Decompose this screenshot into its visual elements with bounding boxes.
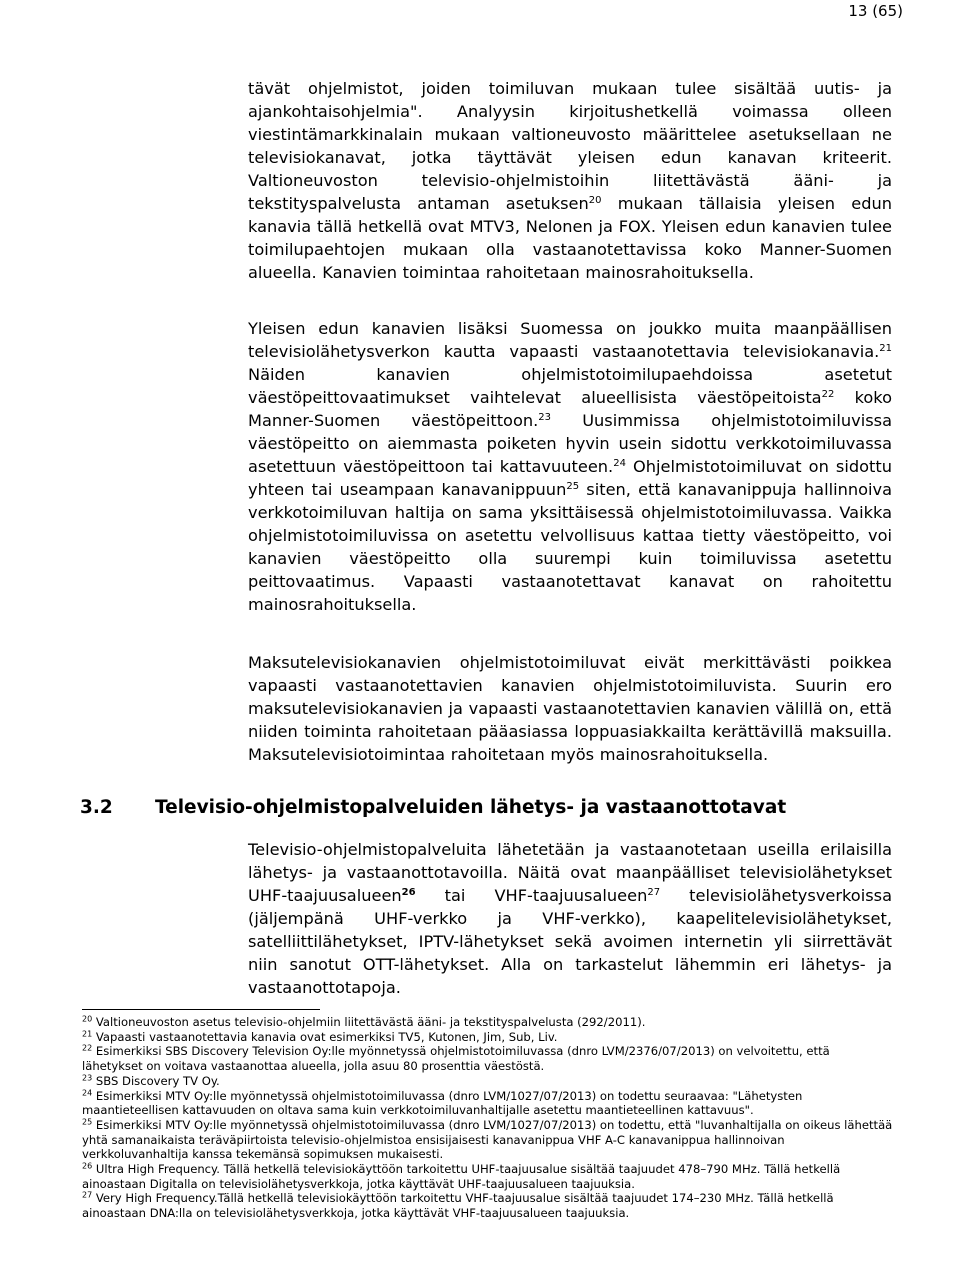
footnote-22: $^{22}$ Esimerkiksi SBS Discovery Television Oy:lle myönnetyssä ohjelmistotoimiluvassa (dnro LVM/2376/07/2013) on velvoitettu, että lähetykset on voitava vastaanottaa alueella, jolla asuu 80 prosenttia väestöstä. [82,1044,830,1074]
footnote-26: $^{26}$ Ultra High Frequency. Tällä hetkellä televisiokäyttöön tarkoitettu UHF-taajuusalue sisältää taajuudet 478–790 MHz. Tällä hetkellä ainoastaan Digitalla on televisiolähetysverkkoja, jotka käyttävät UHF-taajuusalueen taajuuksia. [82,1161,841,1191]
footnote-ref-20[interactable]: 20 [588,195,602,206]
section-title: Televisio-ohjelmistopalveluiden lähetys- ja vastaanottotavat [155,797,787,818]
footnote-ref-26[interactable]: 26 [401,887,416,898]
footnote-25: $^{25}$ Esimerkiksi MTV Oy:lle myönnetyssä ohjelmistotoimiluvassa (dnro LVM/1027/07/2013) on todettu, että "luvanhaltijalla on oikeus lähettää yhtä samanaikaista teräväpiirtoista televisio-ohjelmistoa ensisijaisesti kanavanippua VHF A-C kanavanippua hallinnoivan verkkoluvanhaltija kanssa tekemänsä sopimuksen mukaisesti. [82,1117,893,1162]
page-number: 13 (65) [848,2,903,20]
paragraph-public-interest-channels: tävät ohjelmistot, joiden toimiluvan mukaan tulee sisältää uutis- ja ajankohtaisohjelmia". Analyysin kirjoitushetkellä voimassa olleen viestintämarkkinalain mukaan valtioneuvosto määrittelee asetuksellaan ne televisiokanavat, jotka täyttävät yleisen edun kanavan kriteerit. Valtioneuvoston televisio-ohjelmistoihin liitettävästä ääni- ja tekstityspalvelusta antaman asetuksen$^{20}$ mukaan tällaisia yleisen edun kanavia tällä hetkellä ovat MTV3, Nelonen ja FOX. Yleisen edun kanavien tulee toimilupaehtojen mukaan olla vastaanotettavissa koko Manner-Suomen alueella. Kanavien toimintaa rahoitetaan mainosrahoituksella. [248,79,892,282]
footnotes [82,1015,894,1221]
section-heading [80,796,900,820]
section-number: 3.2 [80,797,113,818]
footnote-ref-21[interactable]: 21 [879,343,892,354]
footnote-separator [82,1009,320,1010]
footnote-24: $^{24}$ Esimerkiksi MTV Oy:lle myönnetyssä ohjelmistotoimiluvassa (dnro LVM/1027/07/2013) on todettu seuraavaa: "Lähetysten maantieteellisen kattavuuden on oltava sama kuin verkkotoimiluvanhaltijalle asetettu maantieteellinen kattavuus". [82,1088,803,1118]
footnote-ref-27[interactable]: 27 [647,887,661,898]
footnote-ref-22[interactable]: 22 [821,389,835,400]
footnote-20: $^{20}$ Valtioneuvoston asetus televisio-ohjelmiin liitettävästä ääni- ja tekstityspalvelusta (292/2011). [82,1014,646,1029]
footnote-ref-24[interactable]: 24 [613,458,626,469]
footnote-21: $^{21}$ Vapaasti vastaanotettavia kanavia ovat esimerkiksi TV5, Kutonen, Jim, Sub, Liv. [82,1029,558,1044]
footnote-ref-25[interactable]: 25 [566,481,580,492]
paragraph-transmission-methods: Televisio-ohjelmistopalveluita lähetetään ja vastaanotetaan useilla erilaisilla lähetys- ja vastaanottotavoilla. Näitä ovat maanpäälliset televisiolähetykset UHF-taajuusalueen$^{26}$ tai VHF-taajuusalueen$^{27}$ televisiolähetysverkoissa (jäljempänä UHF-verkko ja VHF-verkko), kaapelitelevisiolähetykset, satelliittilähetykset, IPTV-lähetykset sekä avoimen internetin yli siirrettävät niin sanotut OTT-lähetykset. Alla on tarkastelut lähemmin eri lähetys- ja vastaanottotapoja. [248,840,892,997]
footnote-27: $^{27}$ Very High Frequency.Tällä hetkellä televisiokäyttöön tarkoitettu VHF-taajuusalue sisältää taajuudet 174–230 MHz. Tällä hetkellä ainoastaan DNA:lla on televisiolähetysverkkoja, jotka käyttävät VHF-taajuusalueen taajuuksia. [82,1191,834,1221]
footnote-ref-23[interactable]: 23 [538,412,551,423]
paragraph-pay-tv-channels: Maksutelevisiokanavien ohjelmistotoimiluvat eivät merkittävästi poikkea vapaasti vastaanotettavien kanavien ohjelmistotoimiluvista. Suurin ero maksutelevisiokanavien ja vapaasti vastaanotettavien kanavien välillä on, että niiden toiminta rahoitetaan pääasiassa loppuasiakkailta kerättävillä maksuilla. Maksutelevisiotoimintaa rahoitetaan myös mainosrahoituksella. [248,653,893,764]
footnote-23: $^{23}$ SBS Discovery TV Oy. [82,1073,220,1088]
paragraph-free-channels: Yleisen edun kanavien lisäksi Suomessa on joukko muita maanpäällisen televisiolähetysverkon kautta vapaasti vastaanotettavia televisiokanavia.$^{21}$ Näiden kanavien ohjelmistotoimilupaehdoissa asetetut väestöpeittovaatimukset vaihtelevat alueellisista väestöpeitoista$^{22}$ koko Manner-Suomen väestöpeittoon.$^{23}$ Uusimmissa ohjelmistotoimiluvissa väestöpeitto on aiemmasta poiketen hyvin usein sidottu verkkotoimiluvassa asetettuun väestöpeittoon tai kattavuuteen.$^{24}$ Ohjelmistotoimiluvat on sidottu yhteen tai useampaan kanavanippuun$^{25}$ siten, että kanavanippuja hallinnoiva verkkotoimiluvan haltija on sama yksittäisessä ohjelmistotoimiluvassa. Vaikka ohjelmistotoimiluvissa on asetettu velvollisuus kattaa tietty väestöpeitto, voi kanavien väestöpeitto olla suurempi kuin toimiluvissa asetettu peittovaatimus. Vapaasti vastaanotettavat kanavat on rahoitettu mainosrahoituksella. [248,319,892,614]
